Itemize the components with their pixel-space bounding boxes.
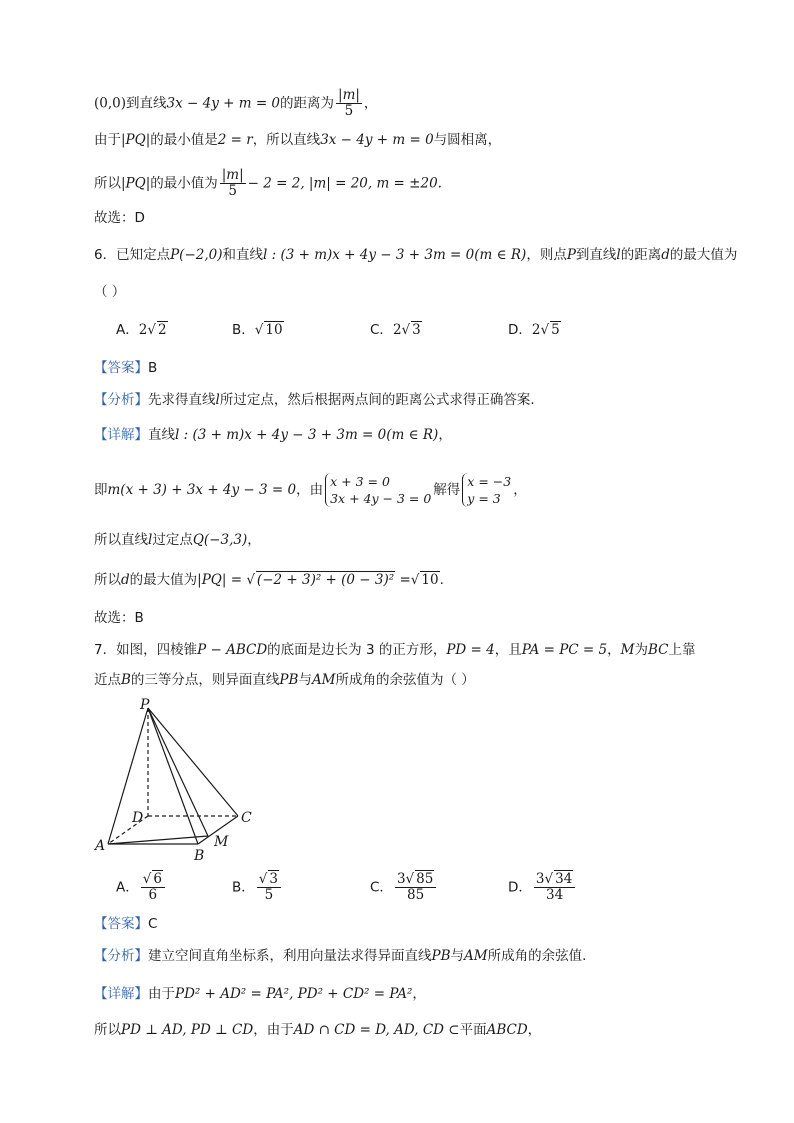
label-B: B [194,848,205,864]
label-M: M [214,834,229,850]
q6-option-b[interactable]: B．√ 10 [232,322,283,338]
label-P: P [140,698,150,713]
q7-detail: 【详解】由于PD² + AD² = PA², PD² + CD² = PA²， [94,986,426,1002]
solution-line-2: 由于|PQ|的最小值是2 = r，所以直线3x − 4y + m = 0与圆相离， [94,132,502,148]
question-7-stem-2: 近点B的三等分点，则异面直线PB与AM所成角的余弦值为（ ） [94,672,475,688]
equation-system-2: x = −3 y = 3 [462,473,511,507]
q7-detail-2: 所以PD ⊥ AD, PD ⊥ CD，由于AD ∩ CD = D, AD, CD ⊂平面ABCD， [94,1022,542,1038]
q6-end: 故选：B [94,610,144,626]
q7-option-d[interactable]: D． $\frac{3√ 34}{34}$ [508,872,577,903]
q6-detail: 【详解】直线l : (3 + m)x + 4y − 3 + 3m = 0(m ∈ R)， [94,427,452,443]
q6-fixed-point: 所以直线l过定点Q(−3,3)， [94,532,261,548]
q6-option-a[interactable]: A．2√ 2 [116,322,167,338]
q6-option-d[interactable]: D．2√ 5 [508,322,560,338]
solution-line-1: (0,0)到直线3x − 4y + m = 0的距离为 $\frac{|m|}{5}$ ， [94,87,378,119]
label-D: D [132,810,144,826]
fraction: $\frac{|m|}{5}$ [221,167,244,199]
equation-system-1: x + 3 = 0 3x + 4y − 3 = 0 [325,473,431,507]
pyramid-diagram [90,698,270,864]
q6-system-line: 即m(x + 3) + 3x + 4y − 3 = 0，由 x + 3 = 0 3x + 4y − 3 = 0 解得 x = −3 y = 3 ， [94,474,527,506]
q6-analysis: 【分析】先求得直线l所过定点，然后根据两点间的距离公式求得正确答案. [94,392,535,408]
q7-option-b[interactable]: B． $\frac{√ 3}{5}$ [232,872,283,903]
answer-choice-line: 故选：D [94,210,145,226]
question-6-paren: （ ） [94,284,126,300]
q7-answer: 【答案】C [94,916,158,932]
q7-option-a[interactable]: A． $\frac{√ 6}{6}$ [116,872,167,903]
q7-option-c[interactable]: C． $\frac{3√ 85}{85}$ [370,872,438,903]
solution-line-3: 所以|PQ|的最小值为 $\frac{|m|}{5}$ − 2 = 2, |m| = 20, m = ±20. [94,167,442,199]
label-A: A [95,838,106,854]
fraction: $\frac{|m|}{5}$ [338,87,360,119]
edge-AM [108,836,208,844]
question-6-stem: 6．已知定点P(−2,0)和直线l : (3 + m)x + 4y − 3 + 3m = 0(m ∈ R)，则点P到直线l的距离d的最大值为 [94,247,738,263]
edge-PB [148,708,198,844]
edge-PM [148,708,208,836]
q6-max-distance: 所以d的最大值为|PQ| = √ (−2 + 3)² + (0 − 3)² =√ 10. [94,572,444,588]
edge-PC [148,708,238,816]
label-C: C [241,810,252,826]
question-7-stem-1: 7．如图，四棱锥P − ABCD的底面是边长为 3 的正方形，PD = 4，且PA = PC = 5，M为BC上靠 [94,642,696,658]
q6-option-c[interactable]: C．2√ 3 [370,322,421,338]
q6-answer: 【答案】B [94,360,158,376]
q7-analysis: 【分析】建立空间直角坐标系，利用向量法求得异面直线PB与AM所成角的余弦值. [94,948,587,964]
